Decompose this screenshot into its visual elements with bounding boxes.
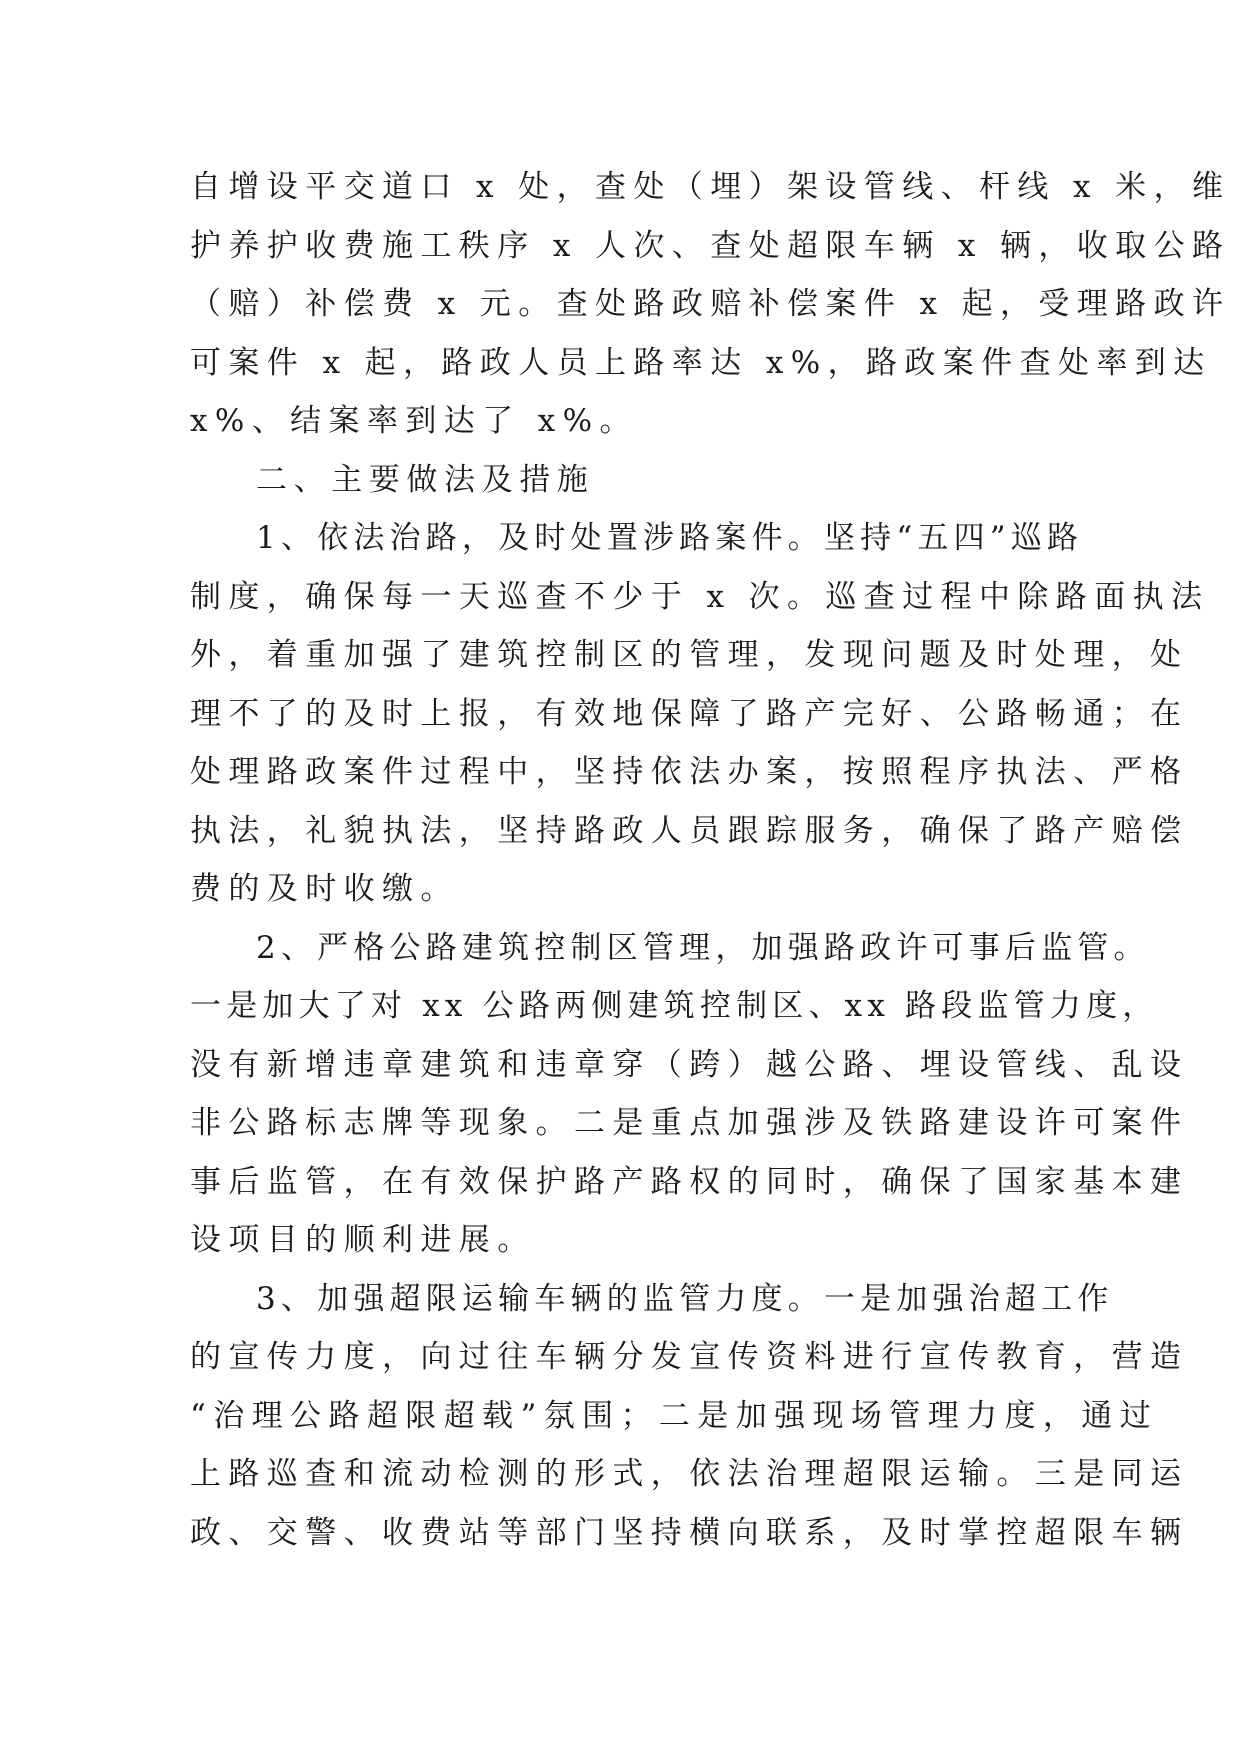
text-line: 设项目的顺利进展。 — [190, 1222, 536, 1258]
text-line: 没有新增违章建筑和违章穿（跨）越公路、埋设管线、乱设 — [190, 1046, 1189, 1083]
text-line: “治理公路超限超载”氛围；二是加强现场管理力度，通过 — [190, 1397, 1159, 1434]
text-line: 政、交警、收费站等部门坚持横向联系，及时掌控超限车辆 — [190, 1514, 1189, 1551]
text-line: x%、结案率到达了 x%。 — [190, 403, 638, 439]
text-line: 上路巡查和流动检测的形式，依法治理超限运输。三是同运 — [190, 1456, 1189, 1492]
text-line: 非公路标志牌等现象。二是重点加强涉及铁路建设许可案件 — [190, 1105, 1189, 1141]
paragraph-first-line: 3、加强超限运输车辆的监管力度。一是加强治超工作 — [256, 1280, 1114, 1317]
text-line: 自增设平交道口 x 处，查处（埋）架设管线、杆线 x 米，维 — [190, 169, 1231, 205]
text-line: 理不了的及时上报，有效地保障了路产完好、公路畅通；在 — [190, 695, 1189, 732]
text-line: 执法，礼貌执法，坚持路政人员跟踪服务，确保了路产赔偿 — [190, 812, 1189, 849]
text-line: 外，着重加强了建筑控制区的管理，发现问题及时处理，处 — [190, 637, 1189, 673]
text-line: 处理路政案件过程中，坚持依法办案，按照程序执法、严格 — [190, 754, 1189, 790]
paragraph-first-line: 2、严格公路建筑控制区管理，加强路政许可事后监管。 — [256, 929, 1150, 966]
text-line: 可案件 x 起，路政人员上路率达 x%，路政案件查处率到达 — [190, 344, 1212, 381]
paragraph-first-line: 1、依法治路，及时处置涉路案件。坚持“五四”巡路 — [256, 520, 1084, 556]
text-line: 费的及时收缴。 — [190, 871, 459, 907]
text-line: 护养护收费施工秩序 x 人次、查处超限车辆 x 辆，收取公路 — [190, 227, 1231, 264]
section-heading: 二、主要做法及措施 — [256, 461, 595, 498]
text-line: 的宣传力度，向过往车辆分发宣传资料进行宣传教育，营造 — [190, 1339, 1189, 1375]
text-line: （赔）补偿费 x 元。查处路政赔补偿案件 x 起，受理路政许 — [190, 286, 1231, 322]
text-line: 事后监管，在有效保护路产路权的同时，确保了国家基本建 — [190, 1163, 1189, 1200]
document-body — [190, 158, 1231, 1562]
text-line: 一是加大了对 xx 公路两侧建筑控制区、xx 路段监管力度， — [190, 988, 1159, 1024]
text-line: 制度，确保每一天巡查不少于 x 次。巡查过程中除路面执法 — [190, 578, 1210, 615]
